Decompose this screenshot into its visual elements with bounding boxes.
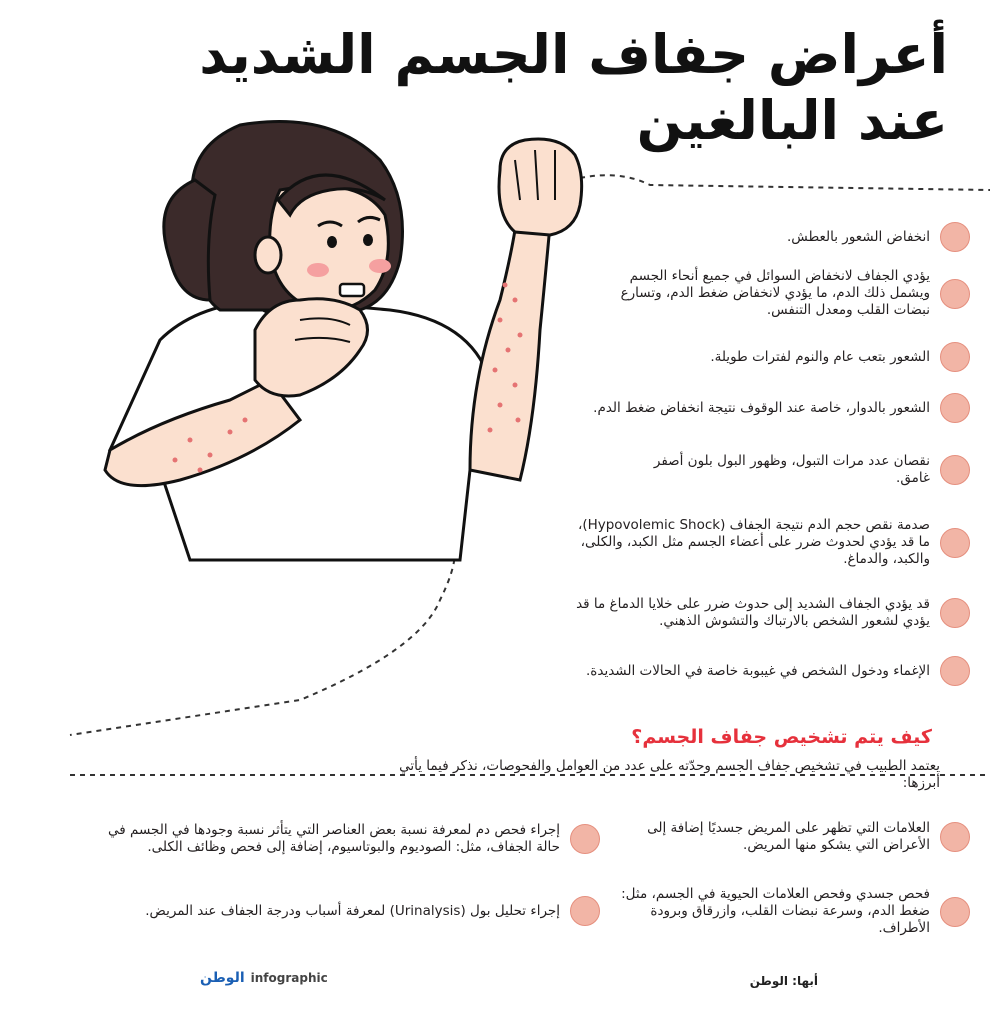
diagnosis-heading: كيف يتم تشخيص جفاف الجسم؟: [631, 726, 932, 748]
symptom-item: نقصان عدد مرات التبول، وظهور البول بلون أصفر غامق.: [620, 453, 970, 487]
bullet-dot-icon: [940, 342, 970, 372]
bullet-dot-icon: [940, 222, 970, 252]
bullet-dot-icon: [940, 455, 970, 485]
infographic-label: infographic: [250, 971, 328, 985]
diagnosis-item: إجراء تحليل بول (Urinalysis) لمعرفة أسباب ودرجة الجفاف عند المريض.: [100, 896, 600, 926]
symptom-item: صدمة نقص حجم الدم نتيجة الجفاف (Hypovolemic Shock)، ما قد يؤدي لحدوث ضرر على أعضاء الجسم مثل الكبد، والكلى، والكبد، والدماغ.: [570, 517, 970, 568]
bullet-dot-icon: [570, 824, 600, 854]
symptom-item: انخفاض الشعور بالعطش.: [550, 222, 970, 252]
diagnosis-item: العلامات التي تظهر على المريض جسديًا إضافة إلى الأعراض التي يشكو منها المريض.: [600, 820, 970, 854]
diagnosis-item: إجراء فحص دم لمعرفة نسبة بعض العناصر التي يتأثر نسبة وجودها في الجسم في حالة الجفاف، مثل: الصوديوم والبوتاسيوم، إضافة إلى فحص وظائف الكلى.: [100, 822, 600, 856]
symptom-item: الشعور بالدوار، خاصة عند الوقوف نتيجة انخفاض ضغط الدم.: [580, 393, 970, 423]
bullet-dot-icon: [940, 528, 970, 558]
title-line-1: أعراض جفاف الجسم الشديد: [199, 23, 948, 86]
bullet-dot-icon: [940, 897, 970, 927]
bullet-dot-icon: [940, 822, 970, 852]
bullet-dot-icon: [940, 598, 970, 628]
bullet-dot-icon: [940, 656, 970, 686]
alwatan-logo: الوطن: [200, 970, 245, 986]
symptom-item: الشعور بتعب عام والنوم لفترات طويلة.: [610, 342, 970, 372]
symptom-item: يؤدي الجفاف لانخفاض السوائل في جميع أنحاء الجسم ويشمل ذلك الدم، ما يؤدي لانخفاض ضغط الدم، وتسارع نبضات القلب ومعدل التنفس.: [590, 268, 970, 319]
symptom-item: قد يؤدي الجفاف الشديد إلى حدوث ضرر على خلايا الدماغ ما قد يؤدي لشعور الشخص بالارتباك والتشوش الذهني.: [550, 596, 970, 630]
brand-logo: [200, 970, 328, 986]
title-line-2: عند البالغين: [636, 89, 948, 152]
diagnosis-intro: يعتمد الطبيب في تشخيص جفاف الجسم وحدّته على عدد من العوامل والفحوصات، نذكر فيما يأتي أبرزها:: [399, 758, 940, 791]
bullet-dot-icon: [940, 393, 970, 423]
symptom-item: الإغماء ودخول الشخص في غيبوبة خاصة في الحالات الشديدة.: [530, 656, 970, 686]
diagnosis-item: فحص جسدي وفحص العلامات الحيوية في الجسم، مثل: ضغط الدم، وسرعة نبضات القلب، وازرقاق وبرودة الأطراف.: [600, 886, 970, 937]
bullet-dot-icon: [570, 896, 600, 926]
bullet-dot-icon: [940, 279, 970, 309]
source-credit: أبها: الوطن: [749, 974, 818, 988]
